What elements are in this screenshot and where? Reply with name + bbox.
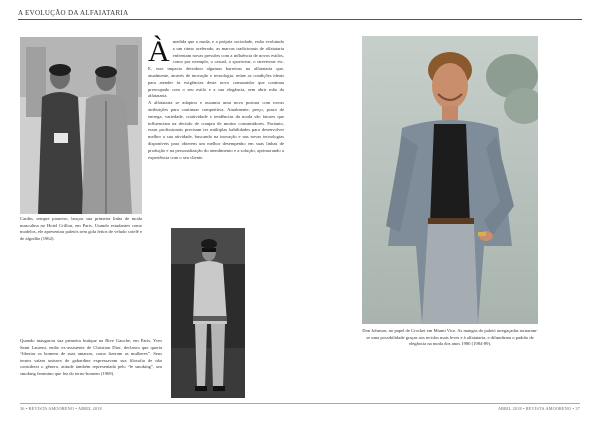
- don-johnson-photo: [362, 36, 538, 324]
- footer-right: ABRIL 2018 • REVISTA AMOORENO • 37: [497, 406, 580, 411]
- saint-laurent-photo: [171, 228, 245, 398]
- cardin-caption: Cardin, sempre pioneiro, lançou sua primeira linha de moda masculina no Hotel Crillon, em Paris. Usando estudantes como modelos, ele apresentou paletós sem gola feitos de veludo cotelê e de algodão (1962).: [20, 216, 142, 241]
- saint-laurent-caption: Quando inaugurou sua primeira butique na Rive Gauche, em Paris, Yves Saint Laurent, então ex-assistente de Christian Dior, declarou que queria “libertar os homens de suas amarras, como fizeram as mulheres”. Seus ternos saíam unissex de gabardine expressavam sua filosofia de não considerar o gênero, atitude também representada pelo “le smoking”, um smoking feminino que fez do terno-homem (1969).: [20, 338, 162, 376]
- article-paragraph-2: A alfaiataria se adaptou e assumiu uma nova postura com novas atribuições para continuar competitiva. Atualmente, preço, prazo de entrega, variedade, criatividade e tendências da moda são fatores que influenciam na decisão de compra de muitos consumidores. Portanto, essas profissionais precisam ter múltiplas habilidades para desenvolver melhor a sua atividade, buscando na inovação e nas novas tecnologias disponíveis para obterem um melhor desempenho em suas linhas de produção e na personalização do atendimento e a solução, aprimorando a experiência com o seu cliente.: [148, 100, 284, 160]
- article-body: [148, 35, 284, 161]
- drop-cap: À: [148, 35, 170, 68]
- footer-divider: [20, 403, 580, 404]
- section-title: A EVOLUÇÃO DA ALFAIATARIA: [18, 9, 129, 17]
- don-johnson-caption: Don Johnson, no papel de Crocket em Miami Vice. As mangas do paletó arregaçadas tornaram-se uma possibilidade graças aos tecidos mais leves e à alfaiataria, e difundiram o padrão de elegância na moda dos anos 1980 (1984-89).: [362, 328, 538, 347]
- header-divider: [18, 19, 582, 20]
- article-paragraph-1: medida que a moda, e a própria sociedade, estão evoluindo a um ritmo acelerado, as marcas tradicionais de alfaiataria enfrentam novas pressões com a influência de novos estilos, como por exemplo, o casual, o sportwear, o streetwear etc. E, esse impacto derrubou algumas barreiras na alfaiataria que, atualmente, através de inovação e tecnologia, reúne as condições ideais para atender às exigências deste novo consumidor que continua preocupado com o seu estilo e a sua elegância, sem abrir mão da alfaiataria.: [148, 39, 284, 99]
- cardin-photo: [20, 37, 142, 214]
- footer-left: 36 • REVISTA AMOORENO • ABRIL 2018: [20, 406, 102, 411]
